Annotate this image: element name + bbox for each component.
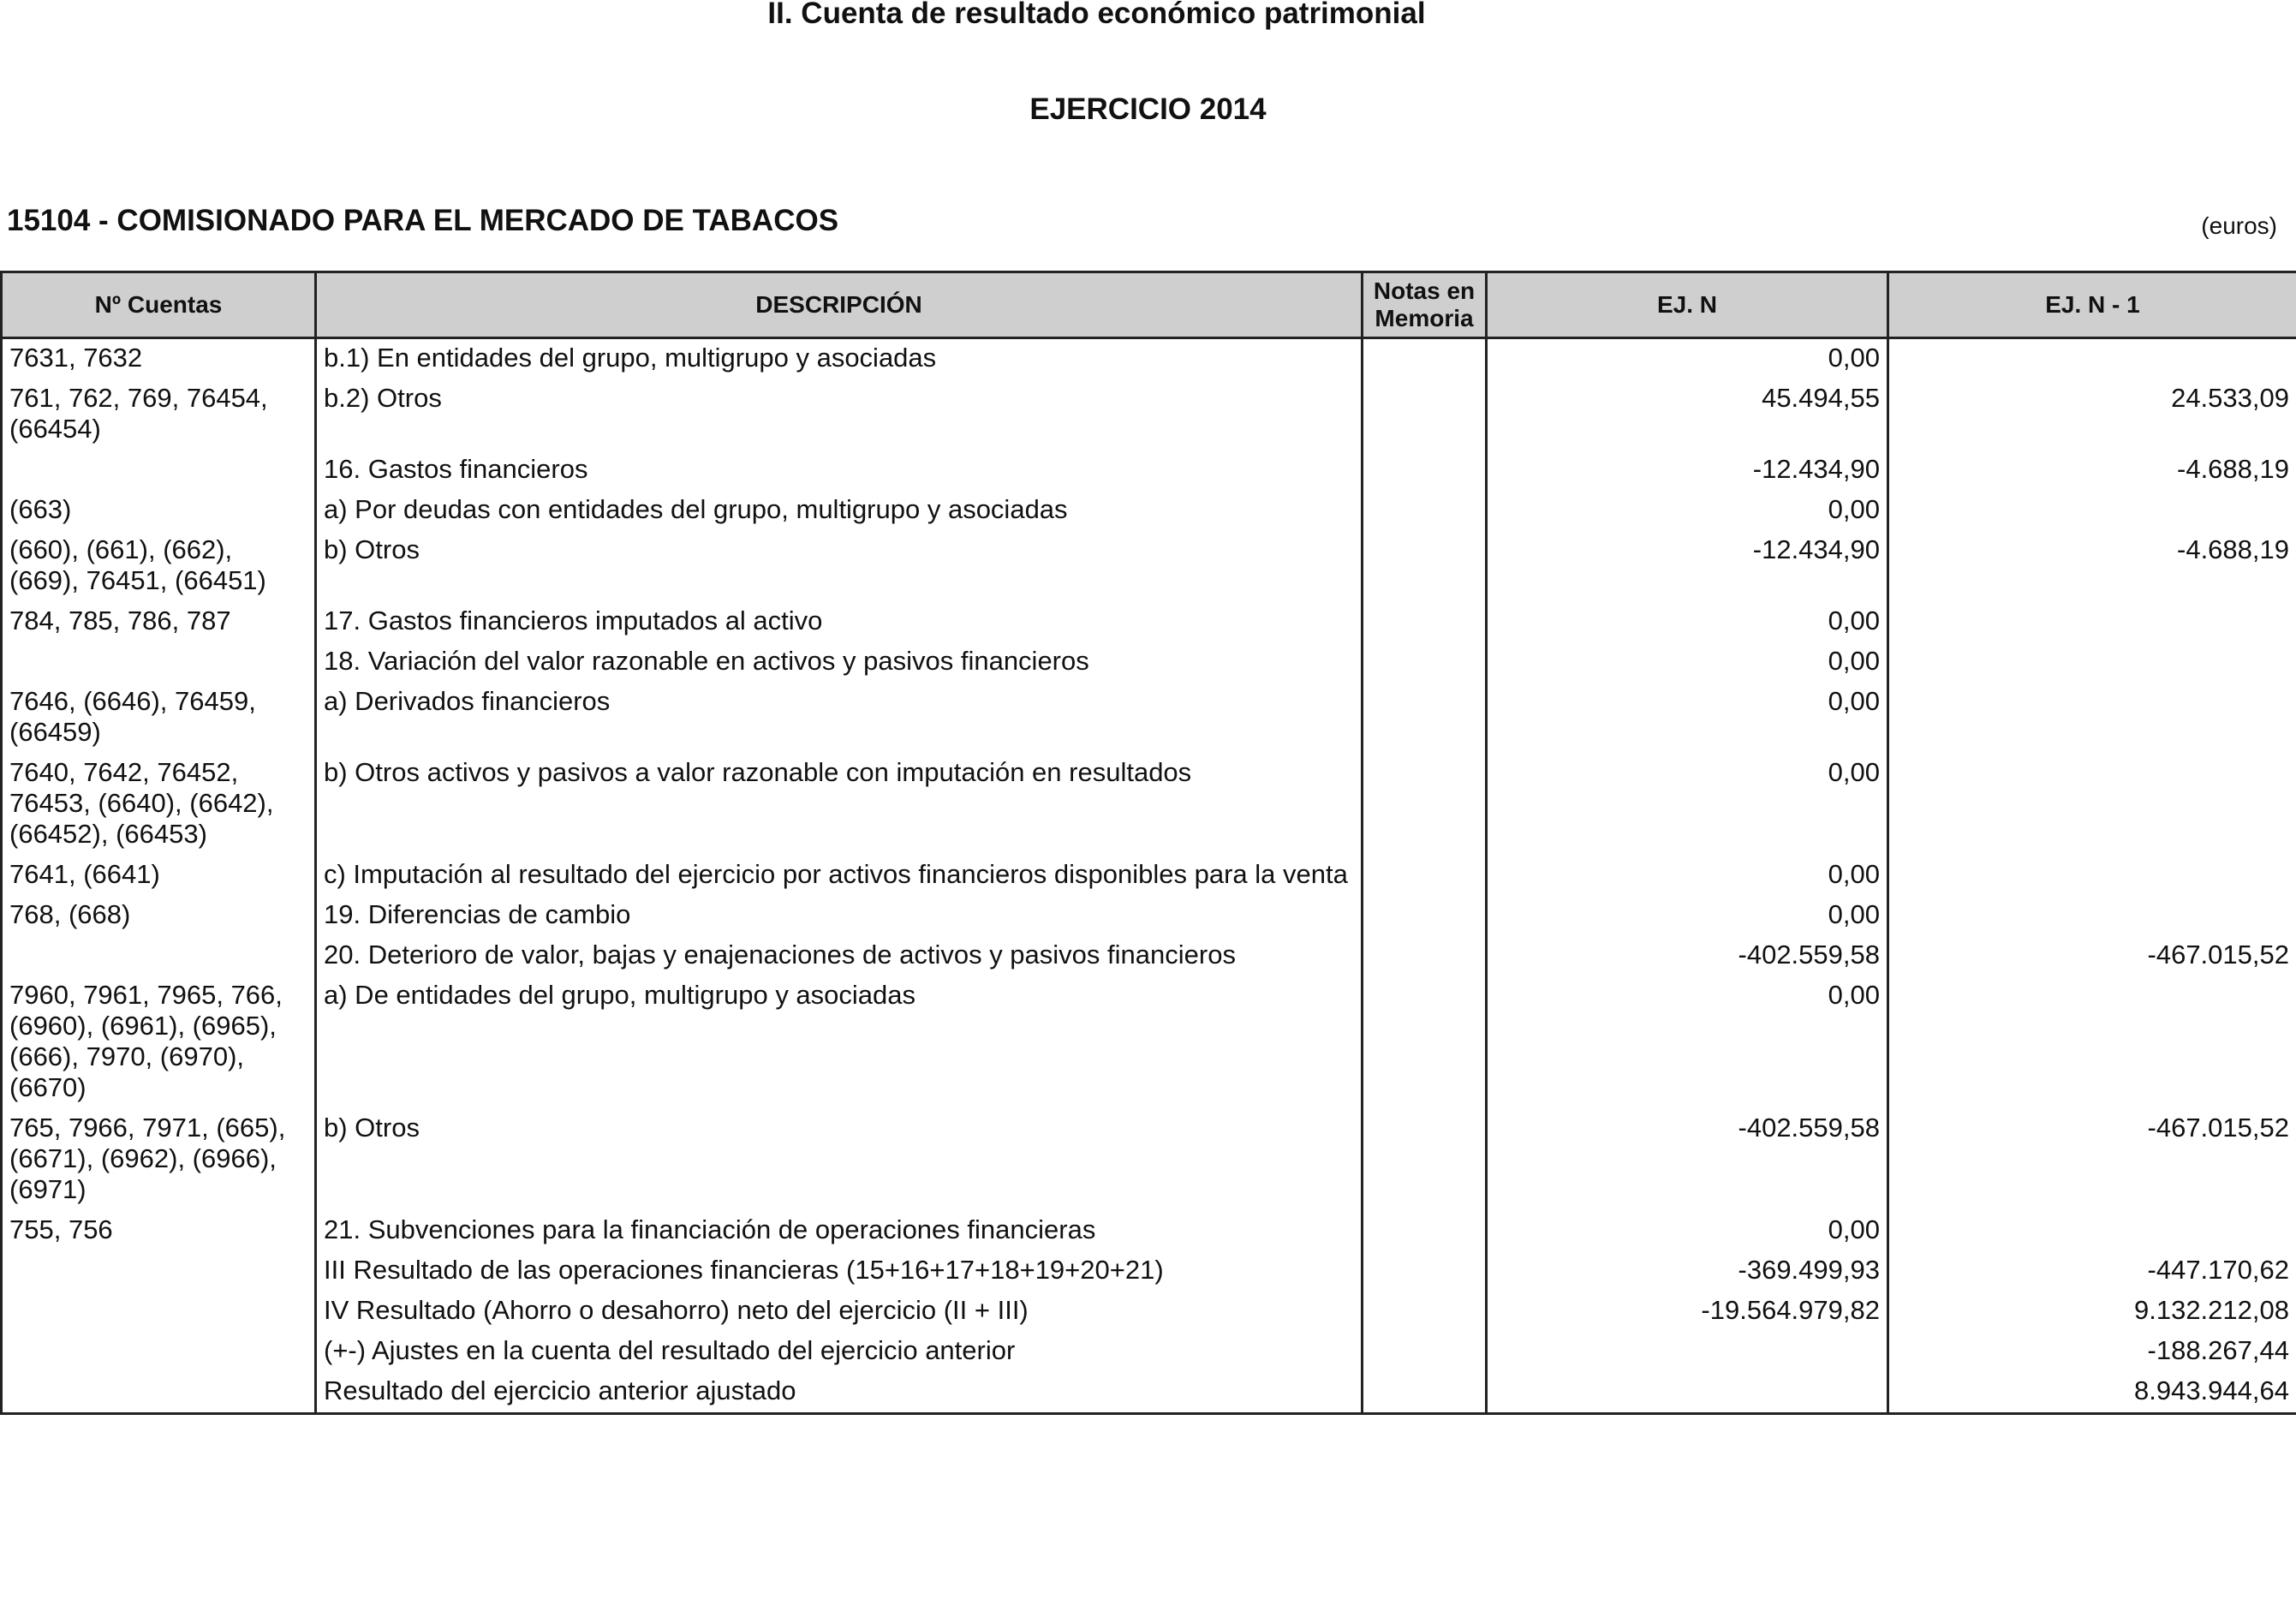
table-row [2, 856, 2296, 896]
table-row [2, 1251, 2296, 1292]
table-row [2, 896, 2296, 936]
previous-year-amount-cell [1888, 754, 2296, 856]
account-codes-cell [2, 1251, 316, 1292]
previous-year-amount-cell [1888, 602, 2296, 642]
notes-cell [1363, 683, 1487, 754]
notes-cell [1363, 1211, 1487, 1251]
current-year-amount-cell: 0,00 [1487, 683, 1888, 754]
current-year-amount-cell: -402.559,58 [1487, 936, 1888, 976]
account-codes-cell [2, 642, 316, 683]
previous-year-amount-cell: -467.015,52 [1888, 936, 2296, 976]
table-header-row [2, 272, 2296, 338]
table-row [2, 338, 2296, 380]
description-cell: c) Imputación al resultado del ejercicio por activos financieros disponibles para la venta [316, 856, 1363, 896]
current-year-amount-cell: 0,00 [1487, 491, 1888, 531]
table-row [2, 976, 2296, 1109]
current-year-amount-cell: 0,00 [1487, 642, 1888, 683]
table-row [2, 379, 2296, 450]
table-row [2, 491, 2296, 531]
description-cell: Resultado del ejercicio anterior ajustado [316, 1372, 1363, 1414]
previous-year-amount-cell [1888, 683, 2296, 754]
notes-cell [1363, 754, 1487, 856]
previous-year-amount-cell: 9.132.212,08 [1888, 1292, 2296, 1332]
account-codes-cell: 7641, (6641) [2, 856, 316, 896]
previous-year-amount-cell [1888, 338, 2296, 380]
previous-year-amount-cell: -467.015,52 [1888, 1109, 2296, 1211]
current-year-amount-cell: 0,00 [1487, 856, 1888, 896]
fiscal-year-heading: EJERCICIO 2014 [1029, 92, 1267, 126]
table-row [2, 1109, 2296, 1211]
previous-year-amount-cell [1888, 491, 2296, 531]
account-codes-cell: 784, 785, 786, 787 [2, 602, 316, 642]
description-cell: (+-) Ajustes en la cuenta del resultado del ejercicio anterior [316, 1332, 1363, 1372]
previous-year-amount-cell [1888, 976, 2296, 1109]
previous-year-amount-cell: 24.533,09 [1888, 379, 2296, 450]
table-row [2, 450, 2296, 491]
description-cell: 18. Variación del valor razonable en activos y pasivos financieros [316, 642, 1363, 683]
notes-cell [1363, 976, 1487, 1109]
account-codes-cell [2, 450, 316, 491]
notes-cell [1363, 531, 1487, 602]
notes-cell [1363, 491, 1487, 531]
column-header-notes [1363, 272, 1487, 338]
notes-cell [1363, 1251, 1487, 1292]
column-header-notes-line1: Notas en [1373, 277, 1476, 304]
table-row [2, 531, 2296, 602]
table-row [2, 602, 2296, 642]
account-codes-cell: 755, 756 [2, 1211, 316, 1251]
account-codes-cell: 765, 7966, 7971, (665), (6671), (6962), (6966), (6971) [2, 1109, 316, 1211]
current-year-amount-cell: -12.434,90 [1487, 531, 1888, 602]
account-codes-cell: 7646, (6646), 76459, (66459) [2, 683, 316, 754]
notes-cell [1363, 379, 1487, 450]
notes-cell [1363, 936, 1487, 976]
table-row [2, 754, 2296, 856]
description-cell: 21. Subvenciones para la financiación de operaciones financieras [316, 1211, 1363, 1251]
table-row [2, 1372, 2296, 1414]
current-year-amount-cell: 0,00 [1487, 976, 1888, 1109]
notes-cell [1363, 1109, 1487, 1211]
previous-year-amount-cell: 8.943.944,64 [1888, 1372, 2296, 1414]
account-codes-cell: (663) [2, 491, 316, 531]
column-header-previous-year: EJ. N - 1 [1888, 272, 2296, 338]
previous-year-amount-cell: -4.688,19 [1888, 450, 2296, 491]
account-codes-cell: 761, 762, 769, 76454, (66454) [2, 379, 316, 450]
account-codes-cell: (660), (661), (662), (669), 76451, (66451) [2, 531, 316, 602]
current-year-amount-cell: 0,00 [1487, 338, 1888, 380]
current-year-amount-cell: -402.559,58 [1487, 1109, 1888, 1211]
current-year-amount-cell [1487, 1372, 1888, 1414]
current-year-amount-cell: 0,00 [1487, 602, 1888, 642]
notes-cell [1363, 450, 1487, 491]
account-codes-cell: 768, (668) [2, 896, 316, 936]
previous-year-amount-cell: -447.170,62 [1888, 1251, 2296, 1292]
column-header-accounts: Nº Cuentas [2, 272, 316, 338]
account-codes-cell [2, 1372, 316, 1414]
account-codes-cell: 7631, 7632 [2, 338, 316, 380]
previous-year-amount-cell [1888, 856, 2296, 896]
current-year-amount-cell: 45.494,55 [1487, 379, 1888, 450]
notes-cell [1363, 1372, 1487, 1414]
notes-cell [1363, 642, 1487, 683]
table-row [2, 642, 2296, 683]
notes-cell [1363, 338, 1487, 380]
current-year-amount-cell: 0,00 [1487, 754, 1888, 856]
description-cell: a) Por deudas con entidades del grupo, multigrupo y asociadas [316, 491, 1363, 531]
description-cell: b) Otros [316, 531, 1363, 602]
current-year-amount-cell: 0,00 [1487, 1211, 1888, 1251]
current-year-amount-cell [1487, 1332, 1888, 1372]
entity-name: 15104 - COMISIONADO PARA EL MERCADO DE TABACOS [7, 204, 839, 237]
description-cell: b) Otros activos y pasivos a valor razonable con imputación en resultados [316, 754, 1363, 856]
notes-cell [1363, 856, 1487, 896]
description-cell: b) Otros [316, 1109, 1363, 1211]
column-header-current-year: EJ. N [1487, 272, 1888, 338]
description-cell: 20. Deterioro de valor, bajas y enajenaciones de activos y pasivos financieros [316, 936, 1363, 976]
table-row [2, 1332, 2296, 1372]
notes-cell [1363, 1292, 1487, 1332]
current-year-amount-cell: -19.564.979,82 [1487, 1292, 1888, 1332]
previous-year-amount-cell: -188.267,44 [1888, 1332, 2296, 1372]
account-codes-cell [2, 936, 316, 976]
description-cell: 19. Diferencias de cambio [316, 896, 1363, 936]
description-cell: b.2) Otros [316, 379, 1363, 450]
column-header-notes-line2: Memoria [1375, 305, 1474, 331]
table-row [2, 1292, 2296, 1332]
description-cell: b.1) En entidades del grupo, multigrupo y asociadas [316, 338, 1363, 380]
account-codes-cell [2, 1292, 316, 1332]
notes-cell [1363, 896, 1487, 936]
table-row [2, 683, 2296, 754]
current-year-amount-cell: -369.499,93 [1487, 1251, 1888, 1292]
description-cell: a) Derivados financieros [316, 683, 1363, 754]
description-cell: IV Resultado (Ahorro o desahorro) neto del ejercicio (II + III) [316, 1292, 1363, 1332]
table-row [2, 1211, 2296, 1251]
table-row [2, 936, 2296, 976]
account-codes-cell: 7640, 7642, 76452, 76453, (6640), (6642), (66452), (66453) [2, 754, 316, 856]
account-codes-cell [2, 1332, 316, 1372]
previous-year-amount-cell [1888, 1211, 2296, 1251]
previous-year-amount-cell: -4.688,19 [1888, 531, 2296, 602]
description-cell: 16. Gastos financieros [316, 450, 1363, 491]
notes-cell [1363, 602, 1487, 642]
currency-unit: (euros) [2201, 212, 2277, 239]
description-cell: 17. Gastos financieros imputados al activo [316, 602, 1363, 642]
account-codes-cell: 7960, 7961, 7965, 766, (6960), (6961), (6965), (666), 7970, (6970), (6670) [2, 976, 316, 1109]
current-year-amount-cell: 0,00 [1487, 896, 1888, 936]
previous-year-amount-cell [1888, 896, 2296, 936]
description-cell: III Resultado de las operaciones financieras (15+16+17+18+19+20+21) [316, 1251, 1363, 1292]
description-cell: a) De entidades del grupo, multigrupo y asociadas [316, 976, 1363, 1109]
notes-cell [1363, 1332, 1487, 1372]
document-title: II. Cuenta de resultado económico patrimonial [767, 0, 1426, 30]
previous-year-amount-cell [1888, 642, 2296, 683]
column-header-description: DESCRIPCIÓN [316, 272, 1363, 338]
current-year-amount-cell: -12.434,90 [1487, 450, 1888, 491]
income-statement-table [0, 271, 2296, 1415]
